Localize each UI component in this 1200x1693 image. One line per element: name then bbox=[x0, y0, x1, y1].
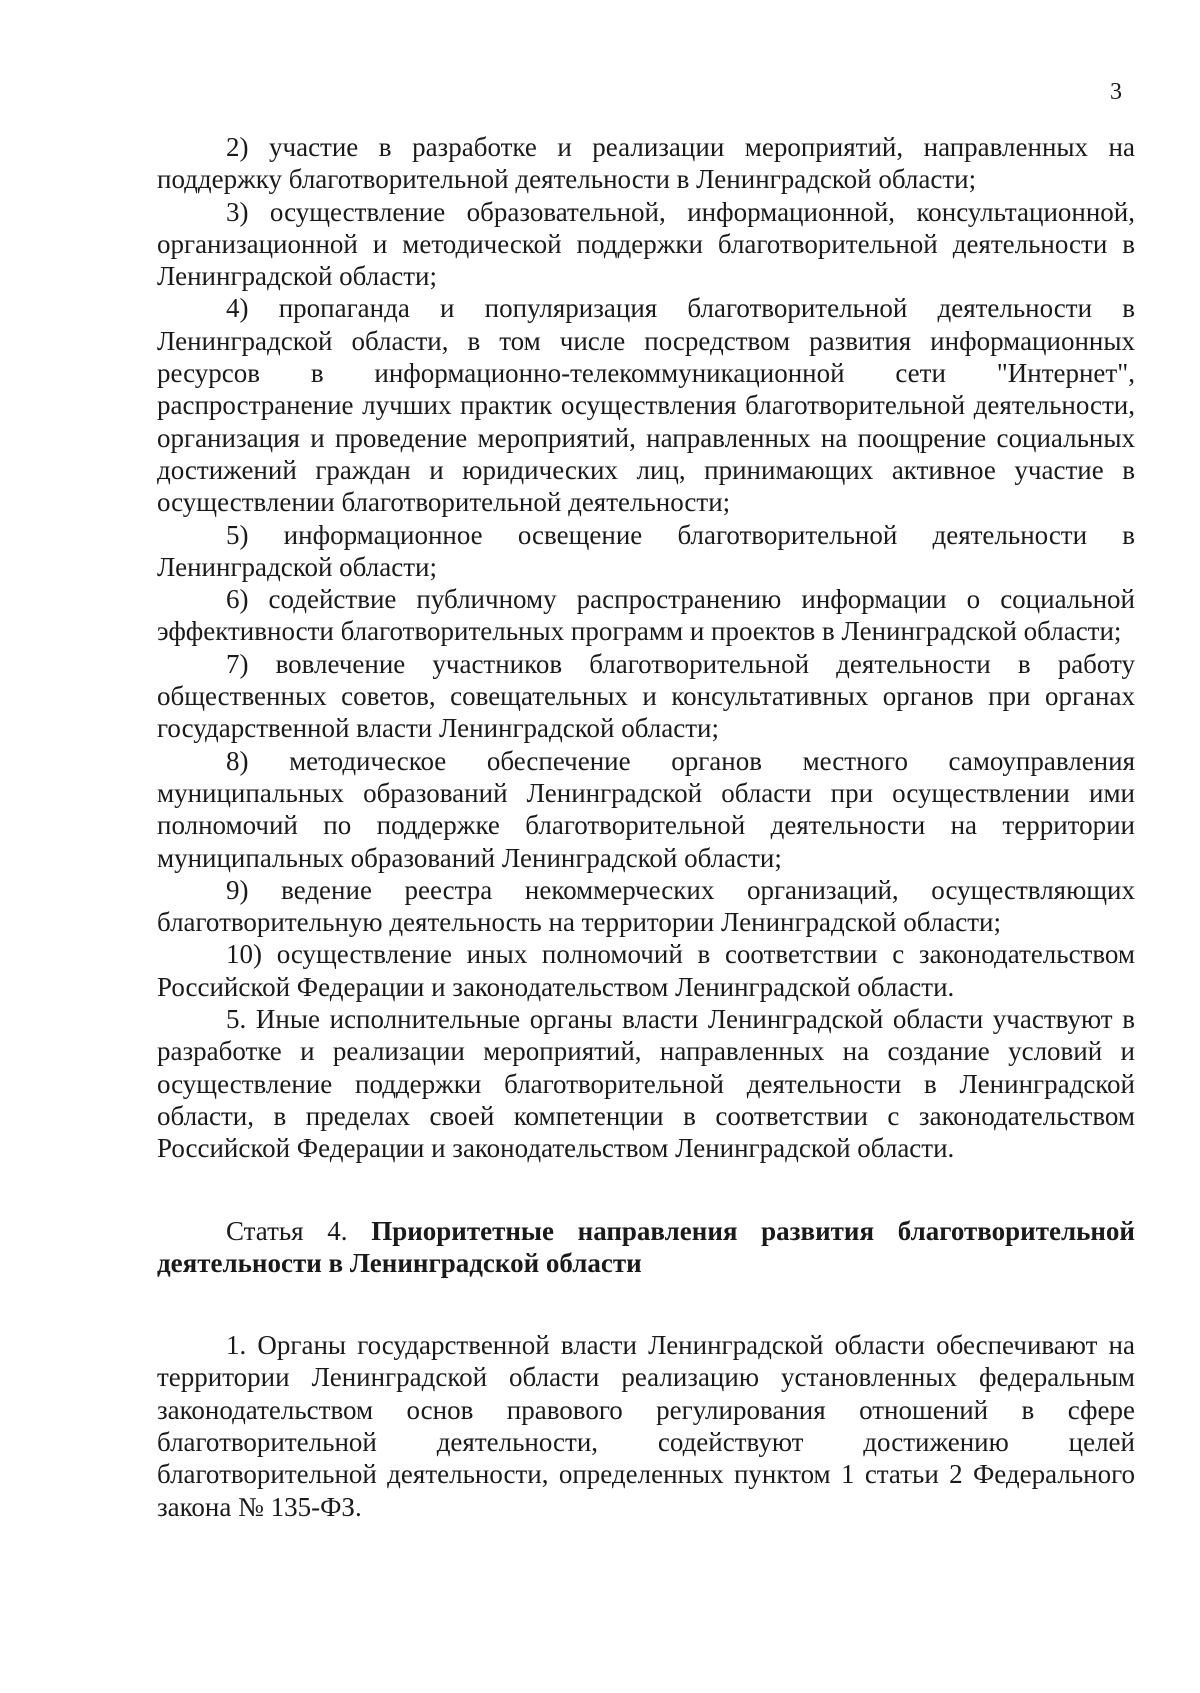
paragraph-item-8: 8) методическое обеспечение органов местного самоуправления муниципальных образований Ленинградской области при осуществлении ими полномочий по поддержке благотворительной деятельности на территории муниципальных образований Ленинградской области; bbox=[157, 745, 1135, 873]
paragraph-section-5: 5. Иные исполнительные органы власти Ленинградской области участвуют в разработке и реализации мероприятий, направленных на создание условий и осуществление поддержки благотворительной деятельности в Ленинградской области, в пределах своей компетенции в соответствии с законодательством Российской Федерации и законодательством Ленинградской области. bbox=[157, 1004, 1135, 1164]
paragraph-article4-section-1: 1. Органы государственной власти Ленинградской области обеспечивают на территории Ленинградской области реализацию установленных федеральным законодательством основ правового регулирования отношений в сфере благотворительной деятельности, содействуют достижению целей благотворительной деятельности, определенных пунктом 1 статьи 2 Федерального закона № 135-ФЗ. bbox=[157, 1330, 1135, 1522]
paragraph-item-9: 9) ведение реестра некоммерческих организаций, осуществляющих благотворительную деятельность на территории Ленинградской области; bbox=[157, 874, 1135, 938]
document-body bbox=[157, 131, 1135, 1523]
article-title: Приоритетные направления развития благотворительной деятельности в Ленинградской области bbox=[157, 1215, 1135, 1278]
article-heading bbox=[157, 1215, 1135, 1280]
paragraph-item-4: 4) пропаганда и популяризация благотворительной деятельности в Ленинградской области, в том числе посредством развития информационных ресурсов в информационно-телекоммуникационной сети "Интернет", распространение лучших практик осуществления благотворительной деятельности, организация и проведение мероприятий, направленных на поощрение социальных достижений граждан и юридических лиц, принимающих активное участие в осуществлении благотворительной деятельности; bbox=[157, 293, 1135, 518]
paragraph-item-6: 6) содействие публичному распространению информации о социальной эффективности благотворительных программ и проектов в Ленинградской области; bbox=[157, 584, 1135, 647]
paragraph-item-10: 10) осуществление иных полномочий в соответствии с законодательством Российской Федерации и законодательством Ленинградской области. bbox=[157, 939, 1135, 1002]
paragraph-item-3: 3) осуществление образовательной, информационной, консультационной, организационной и методической поддержки благотворительной деятельности в Ленинградской области; bbox=[157, 196, 1135, 292]
paragraph-item-5: 5) информационное освещение благотворительной деятельности в Ленинградской области; bbox=[157, 519, 1135, 582]
page-number: 3 bbox=[1110, 79, 1122, 105]
paragraph-item-2: 2) участие в разработке и реализации мероприятий, направленных на поддержку благотворительной деятельности в Ленинградской области; bbox=[157, 132, 1135, 195]
paragraph-item-7: 7) вовлечение участников благотворительной деятельности в работу общественных советов, совещательных и консультативных органов при органах государственной власти Ленинградской области; bbox=[157, 648, 1135, 744]
article-label: Статья 4. bbox=[226, 1215, 348, 1246]
